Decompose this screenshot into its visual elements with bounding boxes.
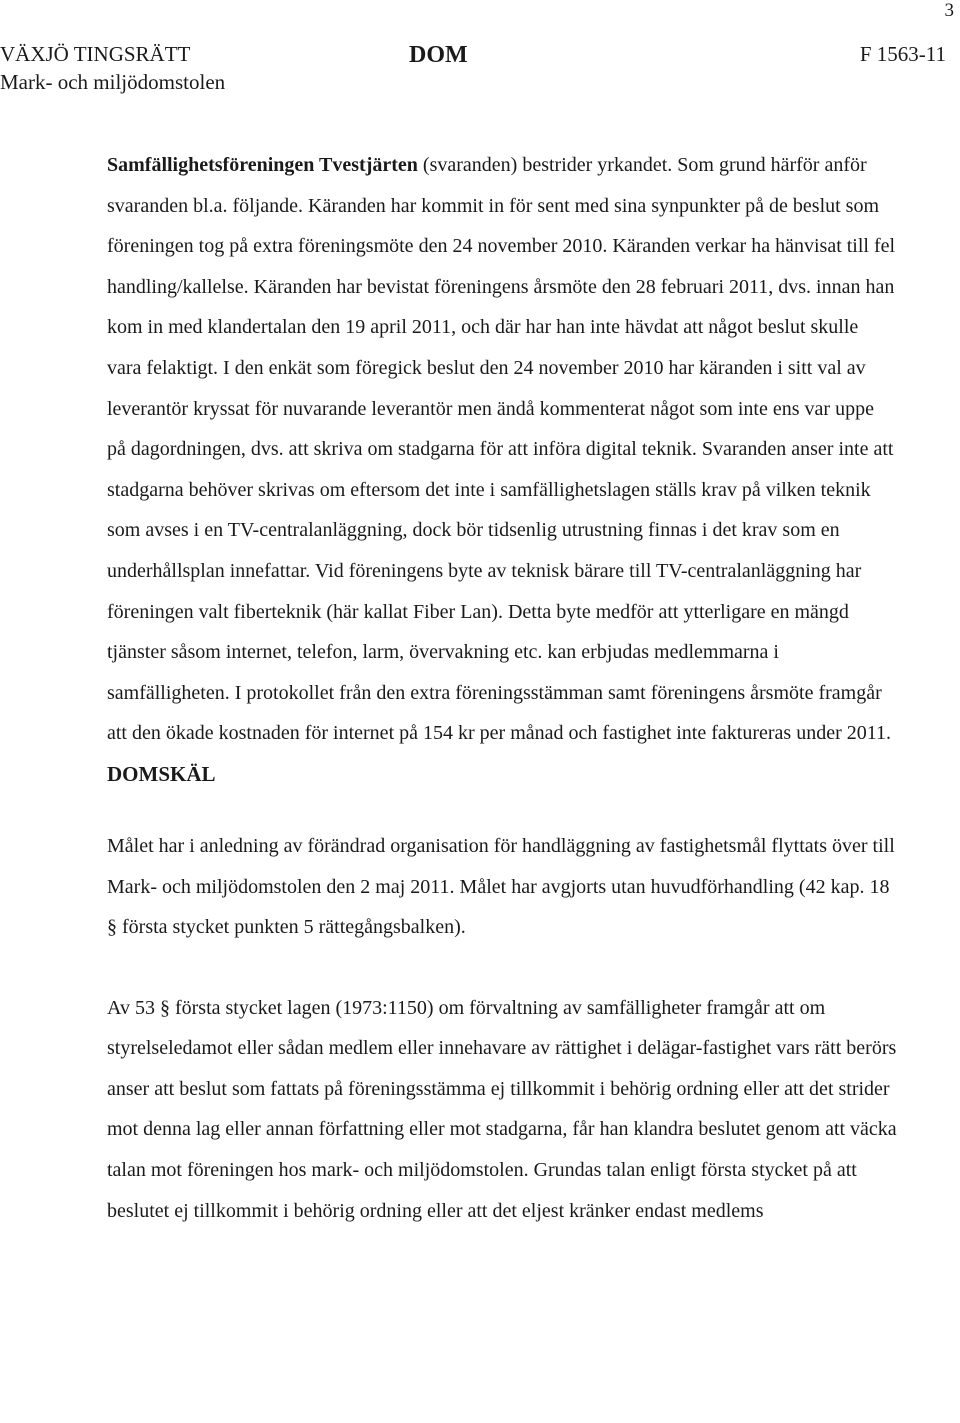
document-header xyxy=(0,40,960,100)
court-name: VÄXJÖ TINGSRÄTT xyxy=(0,42,191,66)
paragraph-transfer-note: Målet har i anledning av förändrad organisation för handläggning av fastighetsmål flyttats över till Mark- och miljödomstolen den 2 maj 2011. Målet har avgjorts utan huvudförhandling (42 kap. 18 § första stycket punkten 5 rättegångsbalken). xyxy=(107,834,895,939)
respondent-name: Samfällighetsföreningen Tvestjärten xyxy=(107,154,418,176)
paragraph-text: (svaranden) bestrider yrkandet. Som grund härför anför svaranden bl.a. följande. Käranden har kommit in för sent med sina synpunkter på de beslut som föreningen tog på extra föreningsmöte den 24 november 2010. Käranden verkar ha hänvisat till fel handling/kallelse. Käranden har bevistat föreningens årsmöte den 28 februari 2011, dvs. innan han kom in med klandertalan den 19 april 2011, och där har han inte hävdat att något beslut skulle vara felaktigt. I den enkät som föregick beslut den 24 november 2010 har käranden i sitt val av leverantör kryssat för nuvarande leverantör men ändå kommenterat något som inte ens var uppe på dagordningen, dvs. att skriva om stadgarna för att införa digital teknik. Svaranden anser inte att stadgarna behöver skrivas om eftersom det inte i samfällighetslagen ställs krav på vilken teknik som avses i en TV-centralanläggning, dock bör tidsenlig utrustning finnas i det krav som en underhållsplan innefattar. Vid föreningens byte av teknisk bärare till TV-centralanläggning har föreningen valt fiberteknik (här kallat Fiber Lan). Detta byte medför att ytterligare en mängd tjänster såsom internet, telefon, larm, övervakning etc. kan erbjudas medlemmarna i samfälligheten. I protokollet från den extra föreningsstämman samt föreningens årsmöte framgår att den ökade kostnaden för internet på 154 kr per månad och fastighet inte faktureras under 2011. xyxy=(107,154,896,745)
court-division: Mark- och miljödomstolen xyxy=(0,70,226,94)
page-number: 3 xyxy=(944,0,954,21)
section-heading-domskal: DOMSKÄL xyxy=(107,761,216,786)
document-type: DOM xyxy=(409,42,468,68)
paragraph-respondent-position xyxy=(107,145,897,754)
document-body xyxy=(107,145,897,1231)
court-block xyxy=(0,40,225,96)
paragraph-legal-basis: Av 53 § första stycket lagen (1973:1150) om förvaltning av samfälligheter framgår att om styrelseledamot eller sådan medlem eller innehavare av rättighet i delägar-fastighet vars rätt berörs anser att beslut som fattats på föreningsstämma ej tillkommit i behörig ordning eller att det strider mot denna lag eller annan författning eller mot stadgarna, får han klandra beslutet genom att väcka talan mot föreningen hos mark- och miljödomstolen. Grundas talan enligt första stycket på att beslutet ej tillkommit i behörig ordning eller att det eljest kränker endast medlems xyxy=(107,996,897,1222)
case-number: F 1563-11 xyxy=(859,42,946,66)
